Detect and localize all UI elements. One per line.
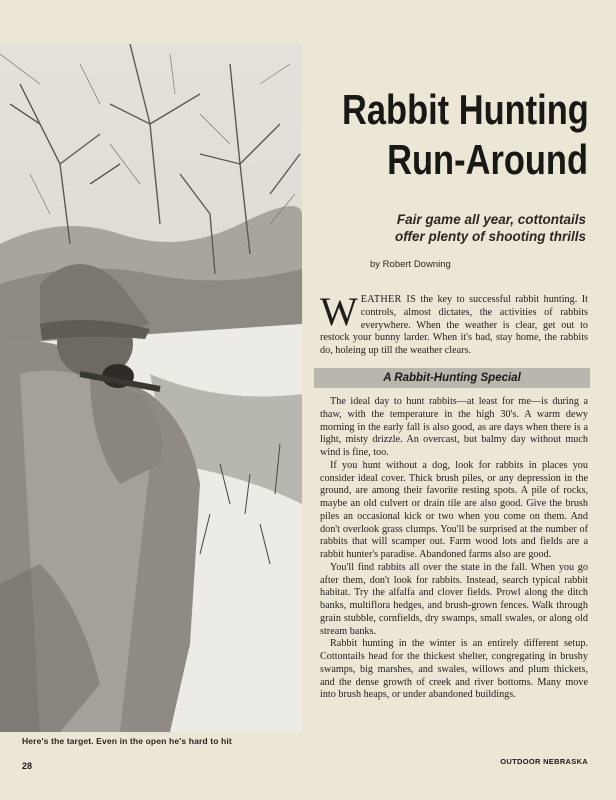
body-paragraph-2: If you hunt without a dog, look for rabbits in places you consider ideal cover. Thick brush piles, or any depression in the ground, are among their favorite resting spots. A pile of rocks, maybe an old culvert or drain tile are also good. Give the brush piles an occasional kick or two when you come on them. And don't overlook grass clumps. You'll be surprised at the number of rabbits that will scamper out. Farm wood lots and fields are a rabbit hunter's paradise. Abandoned farms also are good. — [320, 459, 588, 561]
subtitle-line-1: Fair game all year, cottontails — [396, 212, 586, 227]
page-number: 28 — [22, 761, 33, 771]
hunter-in-snow-image — [0, 44, 302, 732]
hunter-photo — [0, 44, 302, 732]
article-subtitle — [316, 212, 586, 246]
body-paragraph-3: You'll find rabbits all over the state in the fall. When you go after them, don't look for rabbits. Instead, search typical rabbit habitat. Try the alfalfa and clover fields. Prowl along the ditch banks, multiflora hedges, and brush-grown fences. Walk through grain stubble, cornfields, dry swamps, small swales, or along old stream banks. — [320, 561, 588, 637]
body-paragraph-1: The ideal day to hunt rabbits—at least for me—is during a thaw, with the temperature in the high 30's. A warm dewy morning in the early fall is also good, as are days when there is a light, misty drizzle. An overcast, but balmy day without much wind is fine, too. — [320, 396, 588, 459]
subtitle-line-2: offer plenty of shooting thrills — [395, 228, 586, 244]
publication-name: OUTDOOR NEBRASKA — [500, 757, 588, 766]
intro-paragraph — [320, 289, 588, 358]
byline: by Robert Downing — [370, 259, 451, 270]
photo-caption: Here's the target. Even in the open he's hard to hit — [22, 736, 232, 746]
intro-caps: EATHER IS — [360, 294, 417, 305]
drop-cap: W — [320, 289, 358, 334]
article-title — [288, 88, 588, 182]
title-line-2: Run-Around — [387, 136, 588, 184]
body-paragraph-4: Rabbit hunting in the winter is an entirely different setup. Cottontails head for the thickest shelter, congregating in brushy swamps, big marshes, and swales, willows and plum thickets, and the dense growth of creek and river bottoms. Many move into brush heaps, or under abandoned buildings. — [320, 638, 588, 701]
article-body — [320, 289, 588, 702]
section-heading: A Rabbit-Hunting Special — [314, 368, 590, 388]
title-line-1: Rabbit Hunting — [342, 86, 589, 133]
intro-text: the key to successful rabbit hunting. It controls, almost dictates, the activities of rabbits everywhere. When the weather is clear, get out to restock your bunny larder. When it's bad, stay home, the rabbits do, holeing up till the weather clears. — [320, 294, 588, 356]
